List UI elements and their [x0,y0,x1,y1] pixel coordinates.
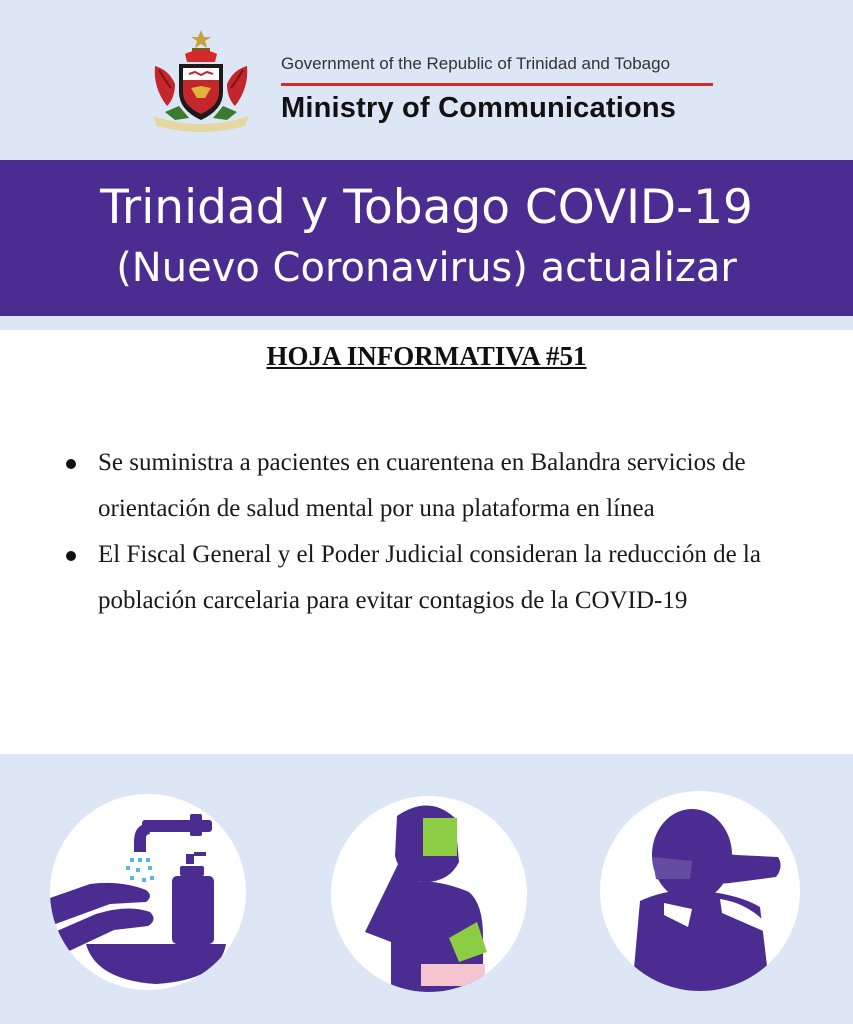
sheet-title: HOJA INFORMATIVA #51 [266,341,587,371]
title-banner [0,160,853,316]
banner-subtitle: (Nuevo Coronavirus) actualizar [116,245,737,291]
coat-of-arms-icon [145,28,257,136]
government-name: Government of the Republic of Trinidad and Tobago [281,54,671,73]
handwashing-icon [50,794,246,990]
divider [281,83,713,86]
bullet-list [60,440,780,624]
hygiene-icons [0,754,853,1024]
banner-title: Trinidad y Tobago COVID-19 [100,180,753,235]
list-item: Se suministra a pacientes en cuarentena en Balandra servicios de orientación de salud mental por una plataforma en línea [60,440,780,532]
ministry-name: Ministry of Communications [281,92,677,124]
cough-into-elbow-icon [600,791,800,991]
list-item: El Fiscal General y el Poder Judicial consideran la reducción de la población carcelaria para evitar contagios de la COVID-19 [60,532,780,624]
header [0,0,853,160]
cover-mouth-icon [331,796,527,992]
